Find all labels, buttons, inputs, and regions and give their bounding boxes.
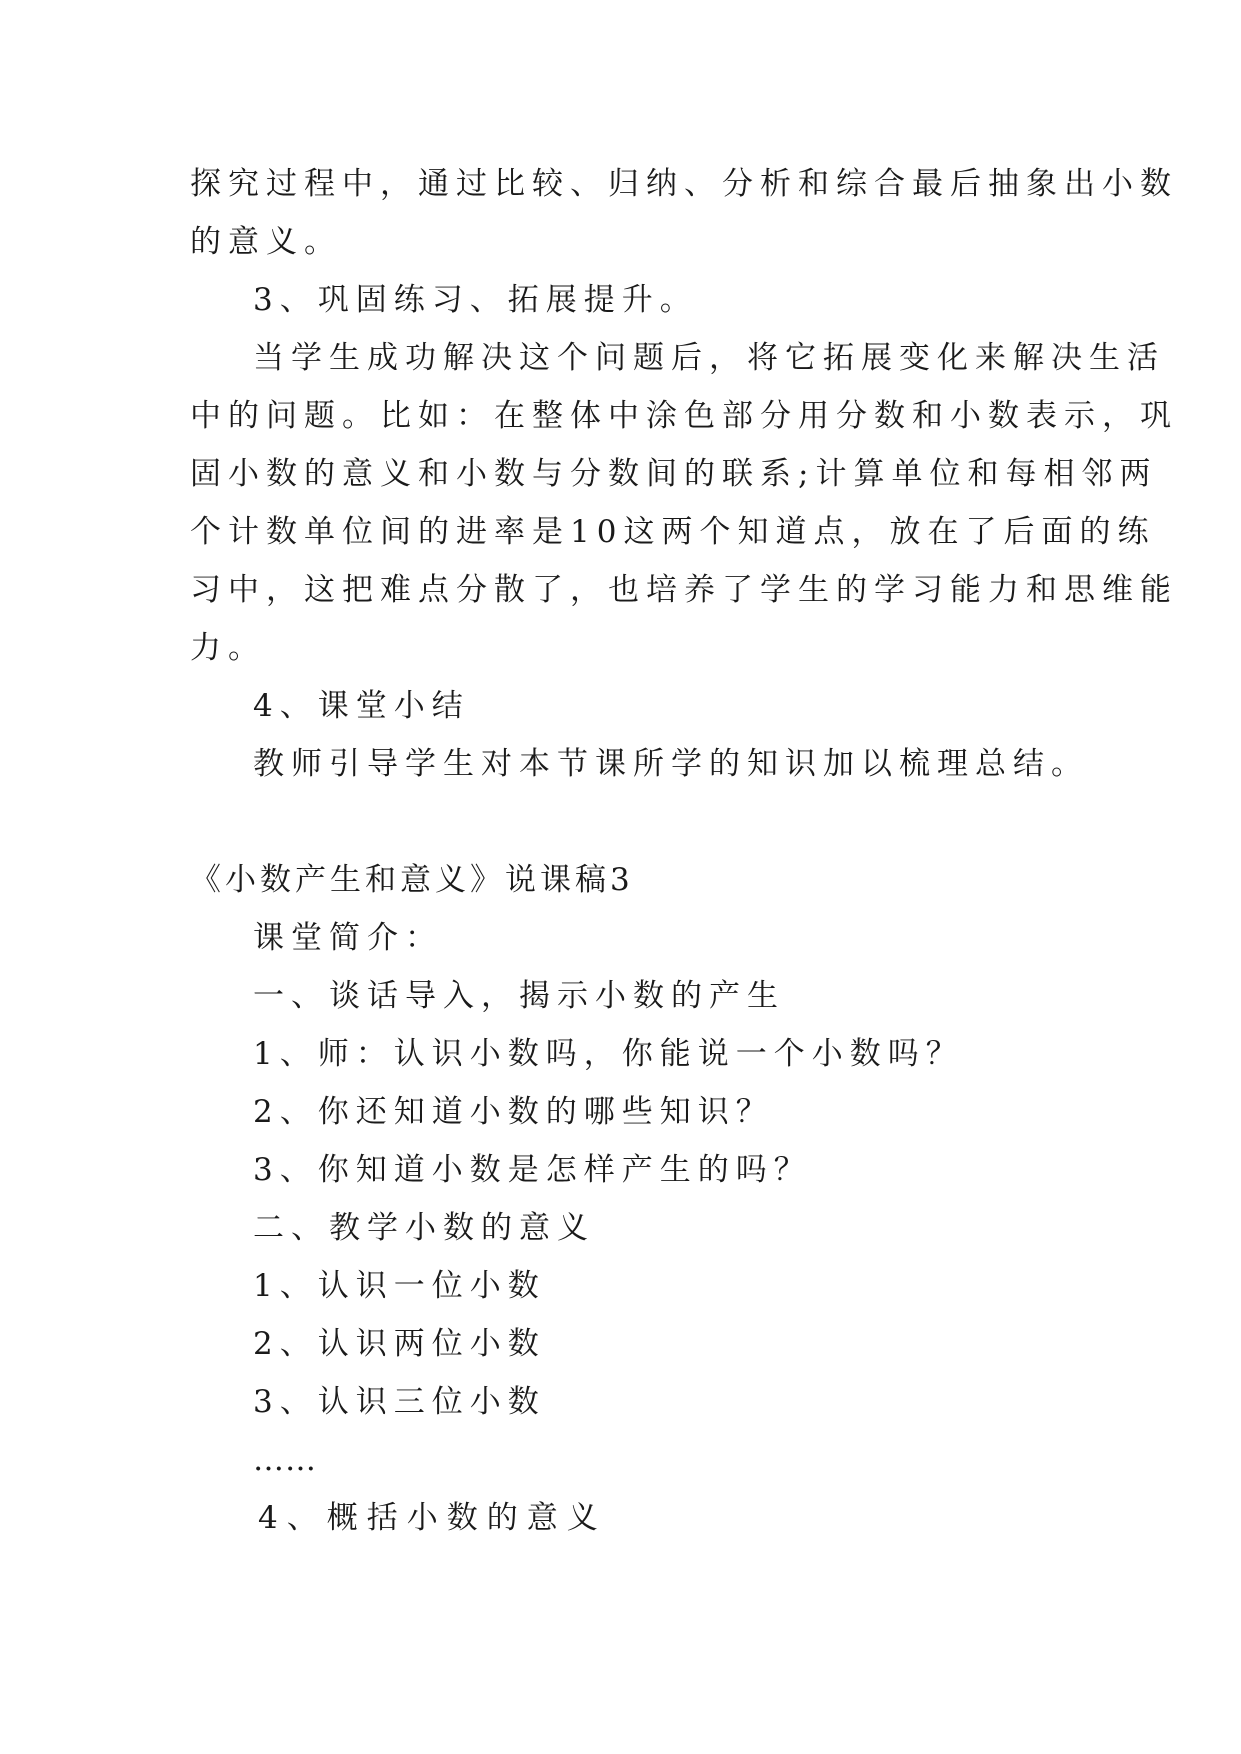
paragraph-line: 教师引导学生对本节课所学的知识加以梳理总结。 — [253, 746, 1089, 782]
paragraph-line: 力。 — [190, 630, 266, 666]
list-item: 一、谈话导入，揭示小数的产生 — [253, 978, 785, 1014]
section-heading: 4、课堂小结 — [253, 688, 470, 724]
paragraph-line: 习中，这把难点分散了，也培养了学生的学习能力和思维能 — [190, 572, 1178, 608]
list-item: 课堂简介： — [253, 920, 443, 956]
list-item: 2、认识两位小数 — [253, 1326, 546, 1362]
list-item: 1、认识一位小数 — [253, 1268, 546, 1304]
section-heading: 3、巩固练习、拓展提升。 — [253, 282, 698, 318]
list-item: 3、认识三位小数 — [253, 1384, 546, 1420]
paragraph-line: 当学生成功解决这个问题后，将它拓展变化来解决生活 — [253, 340, 1165, 376]
paragraph-line: 固小数的意义和小数与分数间的联系;计算单位和每相邻两 — [190, 456, 1158, 492]
list-item: 2、你还知道小数的哪些知识？ — [253, 1094, 774, 1130]
list-item: 3、你知道小数是怎样产生的吗？ — [253, 1152, 812, 1188]
ellipsis-line: …… — [253, 1442, 317, 1478]
list-item: 4、概括小数的意义 — [258, 1500, 607, 1536]
list-item: 二、教学小数的意义 — [253, 1210, 595, 1246]
paragraph-line: 探究过程中，通过比较、归纳、分析和综合最后抽象出小数 — [190, 166, 1178, 202]
paragraph-line: 中的问题。比如：在整体中涂色部分用分数和小数表示，巩 — [190, 398, 1178, 434]
paragraph-line: 个计数单位间的进率是10这两个知道点，放在了后面的练 — [190, 514, 1156, 550]
paragraph-line: 的意义。 — [190, 224, 342, 260]
list-item: 1、师：认识小数吗，你能说一个小数吗？ — [253, 1036, 964, 1072]
document-title: 《小数产生和意义》说课稿3 — [190, 862, 634, 898]
